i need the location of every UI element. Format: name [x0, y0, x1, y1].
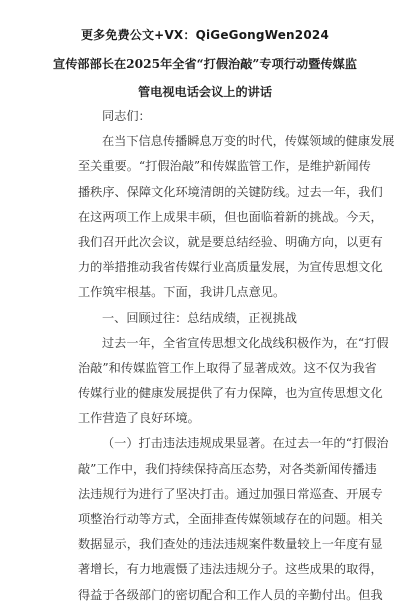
- body-line: 得益于各级部门的密切配合和工作人员的辛勤付出。但我: [78, 587, 383, 602]
- body-line: （一）打击违法违规成果显著。在过去一年的“打假治: [102, 436, 389, 451]
- body-line: 法违规行为进行了坚决打击。通过加强日常巡查、开展专: [78, 486, 383, 501]
- body-line: 在这两项工作上成果丰硕，但也面临着新的挑战。今天，: [78, 209, 383, 224]
- body-line: 敲”工作中，我们持续保持高压态势，对各类新闻传播违: [78, 461, 377, 476]
- body-line: 工作筑牢根基。下面，我讲几点意见。: [78, 285, 286, 300]
- body-line: 著增长，有力地震慑了违法违规分子。这些成果的取得，: [78, 562, 383, 577]
- body-line: 力的举措推动我省传媒行业高质量发展，为宣传思想文化: [78, 260, 383, 275]
- speech-body: [78, 104, 395, 608]
- body-line: 我们召开此次会议，就是要总结经验、明确方向，以更有: [78, 234, 383, 249]
- body-line: 过去一年，全省宣传思想文化战线积极作为，在“打假: [102, 335, 389, 350]
- body-line: 治敲”和传媒监管工作上取得了显著成效。这不仅为我省: [78, 360, 377, 375]
- body-line: 数据显示，我们查处的违法违规案件数量较上一年度有显: [78, 537, 383, 552]
- body-line: 播秩序、保障文化环境清朗的关键防线。过去一年，我们: [78, 184, 383, 199]
- speech-title: [52, 50, 358, 106]
- body-line: 项整治行动等方式，全面排查传媒领域存在的问题。相关: [78, 512, 383, 526]
- body-line: 同志们：: [102, 109, 151, 123]
- body-line: 至关重要。“打假治敲”和传媒监管工作，是维护新闻传: [78, 159, 371, 174]
- body-line: 传媒行业的健康发展提供了有力保障，也为宣传思想文化: [78, 386, 383, 401]
- promo-banner: 更多免费公文+VX：QiGeGongWen2024: [80, 28, 329, 42]
- body-line: 在当下信息传播瞬息万变的时代，传媒领域的健康发展: [102, 134, 395, 149]
- body-line: 一、回顾过往：总结成绩，正视挑战: [102, 310, 297, 325]
- title-line-1: 宣传部部长在2025年全省“打假治敲”专项行动暨传媒监: [53, 57, 357, 71]
- body-line: 工作营造了良好环境。: [78, 411, 200, 426]
- title-line-2: 管电视电话会议上的讲话: [137, 85, 273, 99]
